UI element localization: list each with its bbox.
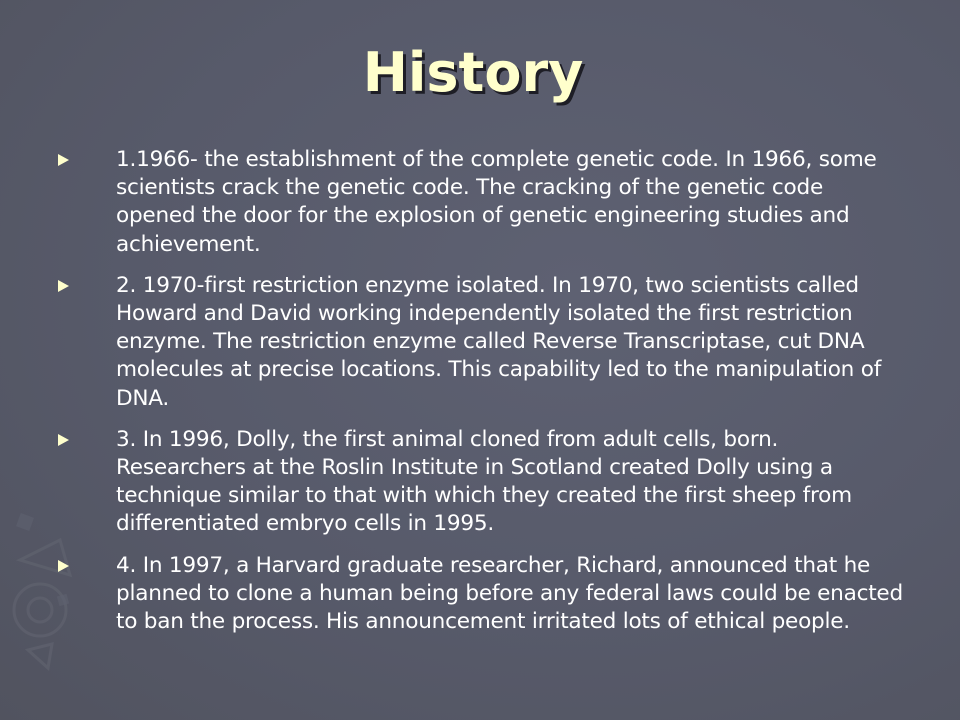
list-item bbox=[54, 426, 904, 539]
list-item bbox=[54, 146, 904, 259]
bullet-arrow-icon bbox=[58, 280, 69, 292]
slide-title: History bbox=[362, 41, 584, 104]
bullet-text: 2. 1970-first restriction enzyme isolated. In 1970, two scientists called Howard and David working independently isolated the first restriction enzyme. The restriction enzyme called Reverse Transcriptase, cut DNA molecules at precise locations. This capability led to the manipulation of DNA. bbox=[116, 272, 882, 411]
bullet-list bbox=[54, 146, 904, 649]
list-item bbox=[54, 552, 904, 637]
bullet-arrow-icon bbox=[58, 434, 69, 446]
bullet-text: 1.1966- the establishment of the complete genetic code. In 1966, some scientists crack the genetic code. The cracking of the genetic code opened the door for the explosion of genetic engineering studies and achievement. bbox=[116, 147, 877, 257]
list-item bbox=[54, 272, 904, 413]
bullet-arrow-icon bbox=[58, 560, 69, 572]
bullet-arrow-icon bbox=[58, 154, 69, 166]
bullet-text: 3. In 1996, Dolly, the first animal cloned from adult cells, born. Researchers at the Roslin Institute in Scotland created Dolly using a technique similar to that with which they created the first sheep from differentiated embryo cells in 1995. bbox=[116, 426, 852, 537]
bullet-text: 4. In 1997, a Harvard graduate researcher, Richard, announced that he planned to clone a human being before any federal laws could be enacted to ban the process. His announcement irritated lots of ethical people. bbox=[116, 552, 903, 635]
